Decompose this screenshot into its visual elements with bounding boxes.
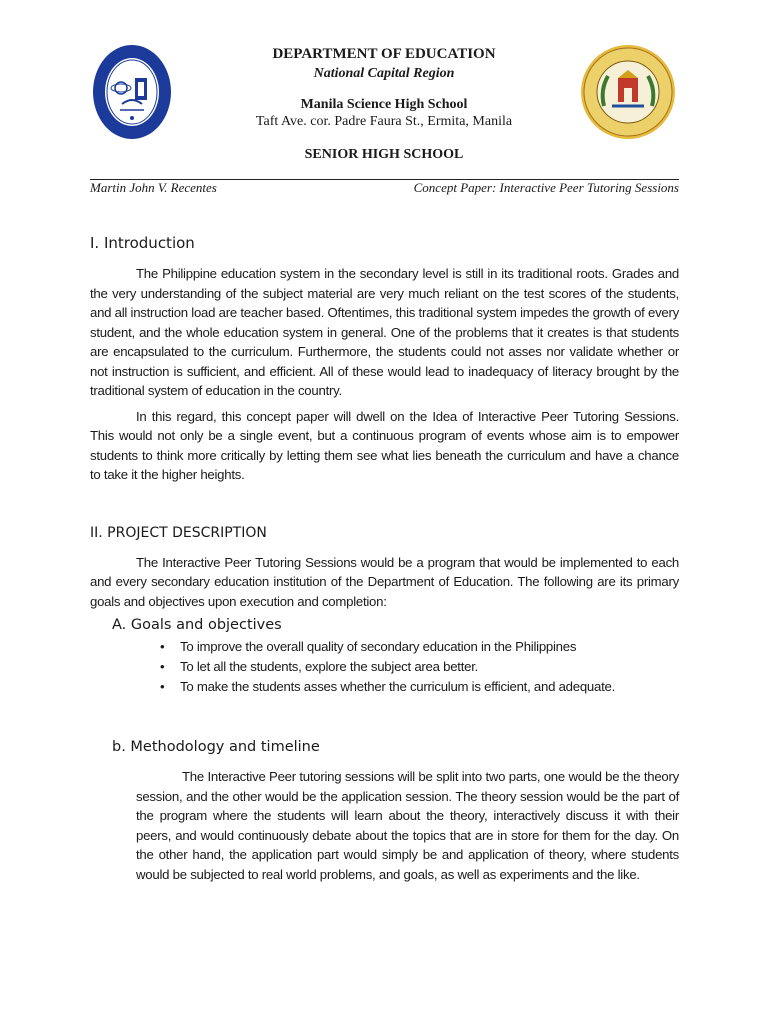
document-body (90, 234, 679, 890)
goals-heading: A. Goals and objectives (112, 617, 282, 633)
intro-paragraph-2: In this regard, this concept paper will dwell on the Idea of Interactive Peer Tutoring Sessions. This would not only be a single event, but a continuous program of events whose aim is to empower students to think more critically by letting them see what lies beneath the curriculum and have a chance to take it the higher heights. (90, 408, 679, 482)
school-level: SENIOR HIGH SCHOOL (304, 147, 464, 162)
methodology-paragraph: The Interactive Peer tutoring sessions will be split into two parts, one would be the theory session, and the other would be the application session. The theory session would be the part of the program where the students will learn about the theory, interactively discuss it with their peers, and would continuously debate about the topics that are in store for them for the day. On the other hand, the application part would simply be and application of theory, where students would be subjected to real world problems, and goals, as well as experiments and the like. (136, 769, 679, 882)
project-description-heading: II. PROJECT DESCRIPTION (90, 524, 267, 541)
goal-text: To improve the overall quality of secondary education in the Philippines (180, 639, 577, 654)
region-title: National Capital Region (313, 66, 455, 81)
bullet-icon: • (160, 639, 165, 654)
intro-paragraph-1: The Philippine education system in the secondary level is still in its traditional roots. Grades and the very understanding of the subject material are very much reliant on the test scores of the students, and all instruction load are teacher based. Oftentimes, this traditional system impedes the growth of every student, and the whole education system in general. One of the problems that it creates is that students are encapsulated to the curriculum. Furthermore, the students could not asses nor validate whether or not instruction is sufficient, and efficient. All of these would lead to inadequacy of literacy brought by the traditional system of education in the country. (90, 266, 679, 398)
school-name: Manila Science High School (300, 97, 468, 112)
goals-list (90, 637, 679, 697)
methodology-section (90, 767, 679, 884)
list-item (160, 657, 679, 677)
school-seal-logo (92, 44, 172, 140)
list-item (160, 637, 679, 657)
methodology-heading: b. Methodology and timeline (112, 739, 320, 755)
letterhead (0, 0, 768, 180)
project-paragraph: The Interactive Peer Tutoring Sessions would be a program that would be implemented to each and every secondary education institution of the Department of Education. The following are its primary goals and objectives upon execution and completion: (90, 554, 679, 609)
list-item (160, 677, 679, 697)
paper-title: Concept Paper: Interactive Peer Tutoring Sessions (413, 180, 679, 195)
goal-text: To let all the students, explore the subject area better. (180, 659, 479, 674)
division-seal-logo (580, 44, 676, 140)
department-title: DEPARTMENT OF EDUCATION (272, 46, 496, 62)
introduction-heading: I. Introduction (90, 234, 195, 252)
author-name: Martin John V. Recentes (90, 180, 217, 195)
school-address: Taft Ave. cor. Padre Faura St., Ermita, Manila (255, 114, 513, 129)
bullet-icon: • (160, 679, 165, 694)
byline (90, 179, 679, 195)
bullet-icon: • (160, 659, 165, 674)
goal-text: To make the students asses whether the curriculum is efficient, and adequate. (180, 679, 615, 694)
